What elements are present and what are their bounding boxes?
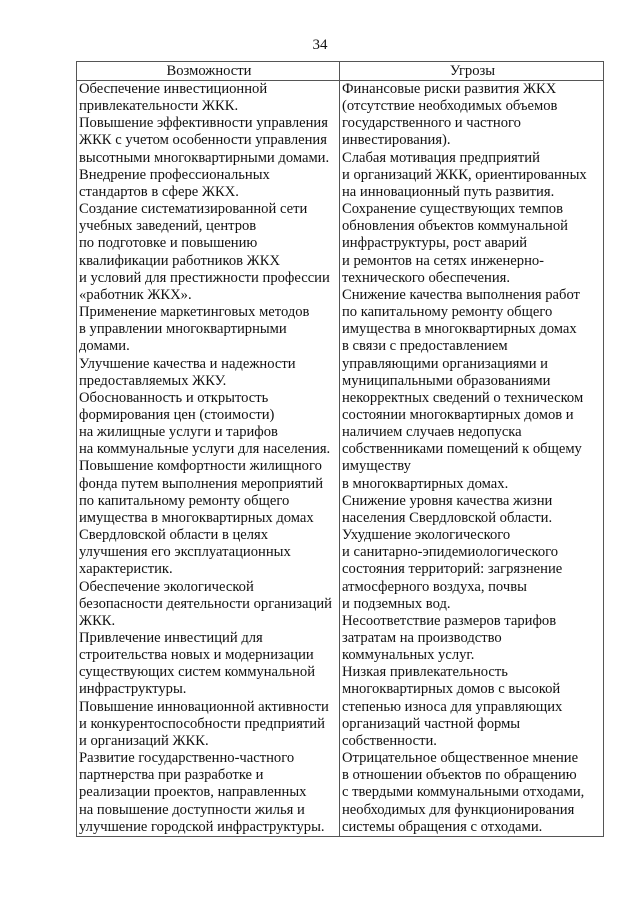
threat-line: имущества в многоквартирных домах: [342, 321, 577, 338]
header-opportunities: Возможности: [77, 62, 340, 81]
opportunity-line: Обоснованность и открытость: [79, 389, 269, 406]
opportunity-line: Повышение комфортности жилищного: [79, 458, 322, 475]
threat-line: некорректных сведений о техническом: [342, 389, 584, 406]
opportunity-line: на жилищные услуги и тарифов: [79, 424, 278, 441]
opportunity-line: реализации проектов, направленных: [79, 784, 307, 801]
threat-line: на инновационный путь развития.: [342, 183, 555, 200]
table-row: [77, 81, 604, 837]
opportunity-line: учебных заведений, центров: [79, 218, 257, 235]
threat-line: Несоответствие размеров тарифов: [342, 612, 557, 629]
opportunity-line: привлекательности ЖКК.: [79, 98, 239, 115]
threat-line: коммунальных услуг.: [342, 647, 475, 664]
opportunity-line: фонда путем выполнения мероприятий: [79, 475, 324, 492]
threat-line: в отношении объектов по обращению: [342, 767, 577, 784]
threat-line: инфраструктуры, рост аварий: [342, 235, 528, 252]
threat-line: и ремонтов на сетях инженерно-: [342, 252, 545, 269]
opportunity-line: ЖКК с учетом особенности управления: [79, 132, 327, 149]
threat-line: Финансовые риски развития ЖКХ: [342, 81, 557, 97]
threat-line: состоянии многоквартирных домов и: [342, 406, 574, 423]
threat-line: и организаций ЖКК, ориентированных: [342, 166, 587, 183]
threat-line: Сохранение существующих темпов: [342, 201, 563, 218]
table-header-row: [77, 62, 604, 81]
opportunity-line: безопасности деятельности организаций: [79, 595, 332, 612]
opportunity-line: характеристик.: [79, 561, 173, 578]
threat-line: в многоквартирных домах.: [342, 475, 509, 492]
opportunity-line: по подготовке и повышению: [79, 235, 258, 252]
opportunity-line: и условий для престижности профессии: [79, 269, 330, 286]
opportunity-line: Повышение эффективности управления: [79, 115, 328, 132]
opportunity-line: высотными многоквартирными домами.: [79, 149, 330, 166]
threat-line: и санитарно-эпидемиологического: [342, 544, 559, 561]
opportunity-line: на коммунальные услуги для населения.: [79, 441, 331, 458]
opportunity-line: Свердловской области в целях: [79, 527, 269, 544]
threat-line: затратам на производство: [342, 630, 502, 646]
threat-line: степенью износа для управляющих: [342, 698, 563, 715]
threat-line: Снижение уровня качества жизни: [342, 492, 553, 509]
opportunity-line: Обеспечение экологической: [79, 578, 254, 595]
opportunity-line: Улучшение качества и надежности: [79, 355, 296, 372]
opportunities-cell: [77, 81, 340, 837]
threat-line: собственниками помещений к общему: [342, 441, 582, 458]
opportunity-line: строительства новых и модернизации: [79, 647, 314, 664]
page-number: 34: [312, 37, 328, 53]
threat-line: атмосферного воздуха, почвы: [342, 578, 527, 595]
opportunity-line: квалификации работников ЖКХ: [79, 252, 281, 269]
opportunity-line: предоставляемых ЖКУ.: [79, 372, 227, 389]
threat-line: с твердыми коммунальными отходами,: [342, 784, 585, 801]
threat-line: имуществу: [342, 458, 411, 475]
opportunity-line: «работник ЖКХ».: [79, 286, 192, 303]
threat-line: в связи с предоставлением: [342, 338, 508, 355]
threat-line: обновления объектов коммунальной: [342, 218, 568, 235]
opportunity-line: и конкурентоспособности предприятий: [79, 715, 325, 732]
opportunity-line: и организаций ЖКК.: [79, 732, 209, 749]
opportunity-line: улучшение городской инфраструктуры.: [79, 818, 325, 835]
threat-line: муниципальными образованиями: [342, 372, 551, 389]
opportunity-line: Обеспечение инвестиционной: [79, 81, 268, 97]
threat-line: (отсутствие необходимых объемов: [342, 98, 558, 115]
opportunity-line: Создание систематизированной сети: [79, 201, 308, 218]
opportunity-line: инфраструктуры.: [79, 681, 187, 698]
threat-line: Слабая мотивация предприятий: [342, 149, 540, 166]
threat-line: Низкая привлекательность: [342, 664, 508, 681]
opportunity-line: Применение маркетинговых методов: [79, 304, 310, 321]
threat-line: технического обеспечения.: [342, 269, 511, 286]
threat-line: собственности.: [342, 732, 437, 749]
threats-cell: [340, 81, 604, 837]
opportunity-line: имущества в многоквартирных домах: [79, 509, 314, 526]
header-threats: Угрозы: [340, 62, 604, 81]
threat-line: состояния территорий: загрязнение: [342, 561, 563, 578]
opportunity-line: в управлении многоквартирными: [79, 321, 287, 338]
opportunity-line: Развитие государственно-частного: [79, 750, 295, 767]
opportunity-line: по капитальному ремонту общего: [79, 492, 290, 509]
opportunity-line: формирования цен (стоимости): [79, 406, 275, 423]
threat-line: наличием случаев недопуска: [342, 424, 522, 441]
opportunity-line: на повышение доступности жилья и: [79, 801, 305, 818]
threat-line: необходимых для функционирования: [342, 801, 575, 818]
threat-line: инвестирования).: [342, 132, 451, 149]
threat-line: системы обращения с отходами.: [342, 818, 543, 835]
swot-table: [76, 61, 604, 837]
opportunity-line: Внедрение профессиональных: [79, 166, 270, 183]
opportunity-line: ЖКК.: [79, 612, 116, 629]
opportunity-line: Привлечение инвестиций для: [79, 630, 263, 646]
threat-line: организаций частной формы: [342, 715, 521, 732]
opportunity-line: домами.: [79, 338, 130, 355]
opportunity-line: стандартов в сфере ЖКХ.: [79, 183, 239, 200]
opportunity-line: существующих систем коммунальной: [79, 664, 316, 681]
opportunity-line: улучшения его эксплуатационных: [79, 544, 291, 561]
opportunity-line: партнерства при разработке и: [79, 767, 264, 784]
opportunity-line: Повышение инновационной активности: [79, 698, 329, 715]
threat-line: Отрицательное общественное мнение: [342, 750, 579, 767]
threat-line: населения Свердловской области.: [342, 509, 553, 526]
threat-line: по капитальному ремонту общего: [342, 304, 553, 321]
threat-line: многоквартирных домов с высокой: [342, 681, 561, 698]
threat-line: государственного и частного: [342, 115, 521, 132]
threat-line: управляющими организациями и: [342, 355, 548, 372]
threat-line: Ухудшение экологического: [342, 527, 511, 544]
threat-line: и подземных вод.: [342, 595, 451, 612]
threat-line: Снижение качества выполнения работ: [342, 286, 580, 303]
